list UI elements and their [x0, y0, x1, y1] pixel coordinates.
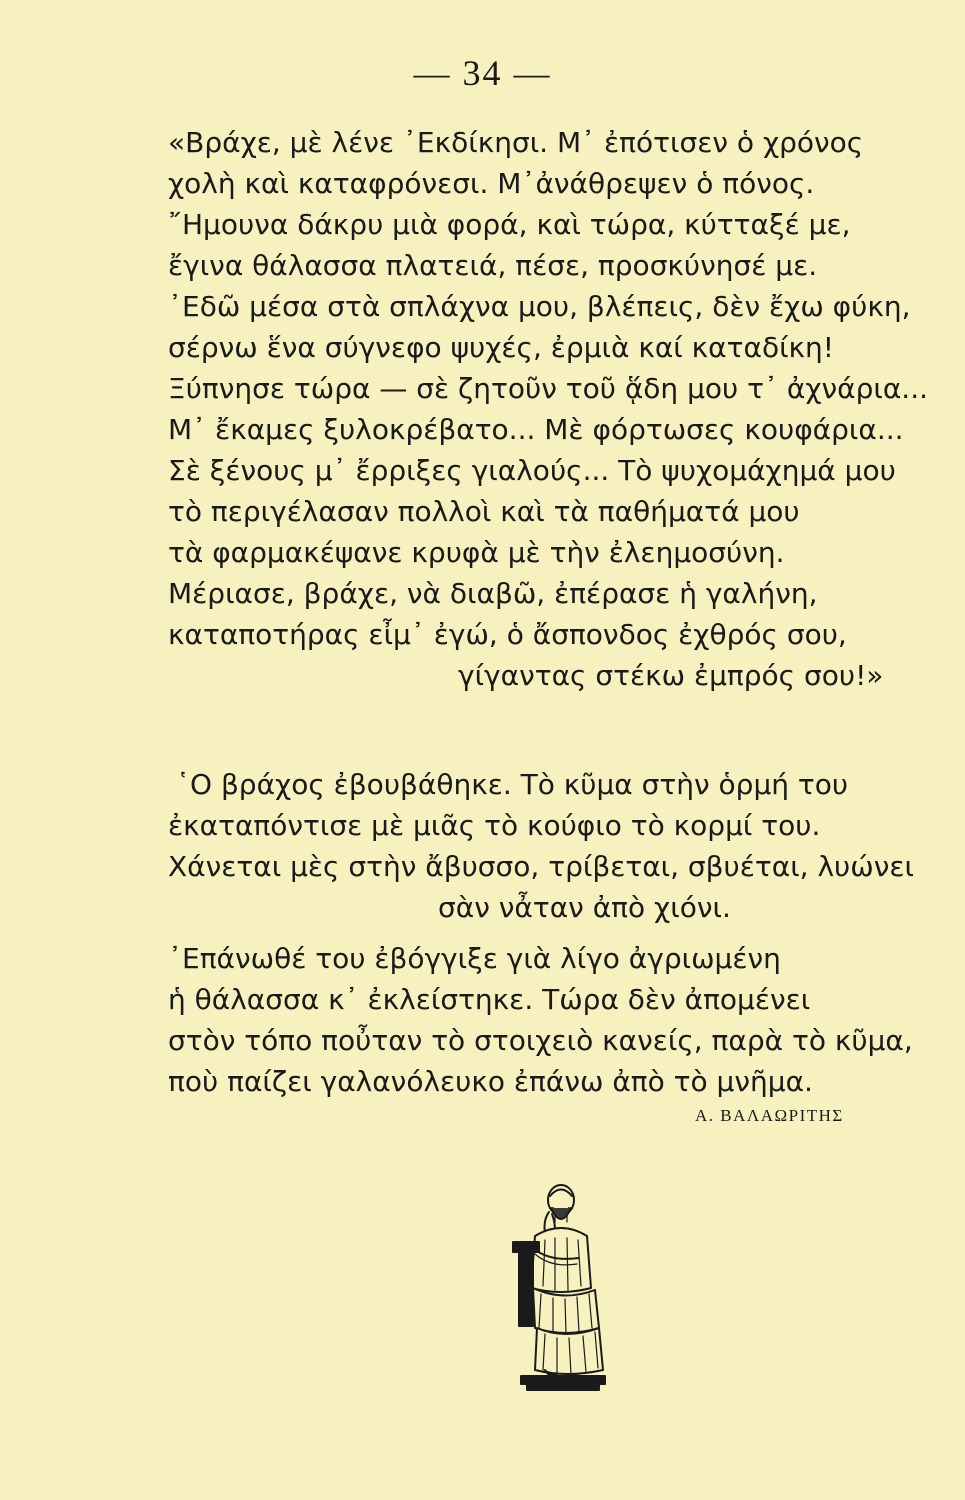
page-number: — 34 —	[413, 53, 552, 93]
closing-stanza	[168, 764, 958, 1102]
poem-line: ἔγινα θάλασσα πλατειά, πέσε, προσκύνησέ με.	[168, 249, 818, 282]
poem-line: ῎Ημουνα δάκρυ μιὰ φορά, καὶ τώρα, κύτταξέ με,	[168, 208, 851, 241]
poem-line: χολὴ καὶ καταφρόνεσι. Μ᾿ἀνάθρεψεν ὁ πόνος.	[168, 167, 815, 200]
prose-line: Χάνεται μὲς στὴν ἄβυσσο, τρίβεται, σβυέται, λυώνει	[168, 850, 914, 883]
poem-block	[168, 122, 948, 696]
prose-line: ἡ θάλασσα κ᾿ ἐκλείστηκε. Τώρα δὲν ἀπομένει	[168, 983, 811, 1016]
poem-line: σέρνω ἕνα σύγνεφο ψυχές, ἐρμιὰ καί καταδίκη!	[168, 331, 835, 364]
prose-line: ῾Ο βράχος ἐβουβάθηκε. Τὸ κῦμα στὴν ὁρμή του	[176, 768, 849, 801]
seated-figure-icon	[505, 1178, 615, 1393]
poem-line: Μέριασε, βράχε, νὰ διαβῶ, ἐπέρασε ἡ γαλήνη,	[168, 577, 818, 610]
author-signature: Α. ΒΑΛΑΩΡΙΤΗΣ	[695, 1106, 844, 1125]
poem-line: τὸ περιγέλασαν πολλοὶ καὶ τὰ παθήματά μου	[168, 495, 800, 528]
prose-line: ᾿Επάνωθέ του ἐβόγγιξε γιὰ λίγο ἀγριωμένη	[168, 942, 781, 975]
prose-line: ἐκαταπόντισε μὲ μιᾶς τὸ κούφιο τὸ κορμί του.	[168, 809, 821, 842]
prose-line: στὸν τόπο ποὖταν τὸ στοιχειὸ κανείς, παρὰ τὸ κῦμα,	[168, 1024, 913, 1057]
poem-line: γίγαντας στέκω ἐμπρός σου!»	[458, 659, 884, 692]
poem-line: τὰ φαρμακέψανε κρυφὰ μὲ τὴν ἐλεημοσύνη.	[168, 536, 785, 569]
poem-line: Μ᾿ ἔκαμες ξυλοκρέβατο... Μὲ φόρτωσες κουφάρια...	[168, 413, 904, 446]
poem-line: ᾿Εδῶ μέσα στὰ σπλάχνα μου, βλέπεις, δὲν ἔχω φύκη,	[168, 290, 911, 323]
poem-line: Ξύπνησε τώρα — σὲ ζητοῦν τοῦ ᾅδη μου τ᾿ ἀχνάρια...	[168, 372, 929, 405]
poem-line: Σὲ ξένους μ᾿ ἔρριξες γιαλούς... Τὸ ψυχομάχημά μου	[168, 454, 896, 487]
prose-line: σὰν νἆταν ἀπὸ χιόνι.	[438, 891, 731, 924]
poem-line: καταποτήρας εἶμ᾿ ἐγώ, ὁ ἄσπονδος ἐχθρός σου,	[168, 618, 847, 651]
poem-line: «Βράχε, μὲ λένε ᾿Εκδίκησι. Μ᾿ ἐπότισεν ὁ χρόνος	[168, 126, 864, 159]
prose-line: ποὺ παίζει γαλανόλευκο ἐπάνω ἀπὸ τὸ μνῆμα.	[168, 1065, 813, 1098]
